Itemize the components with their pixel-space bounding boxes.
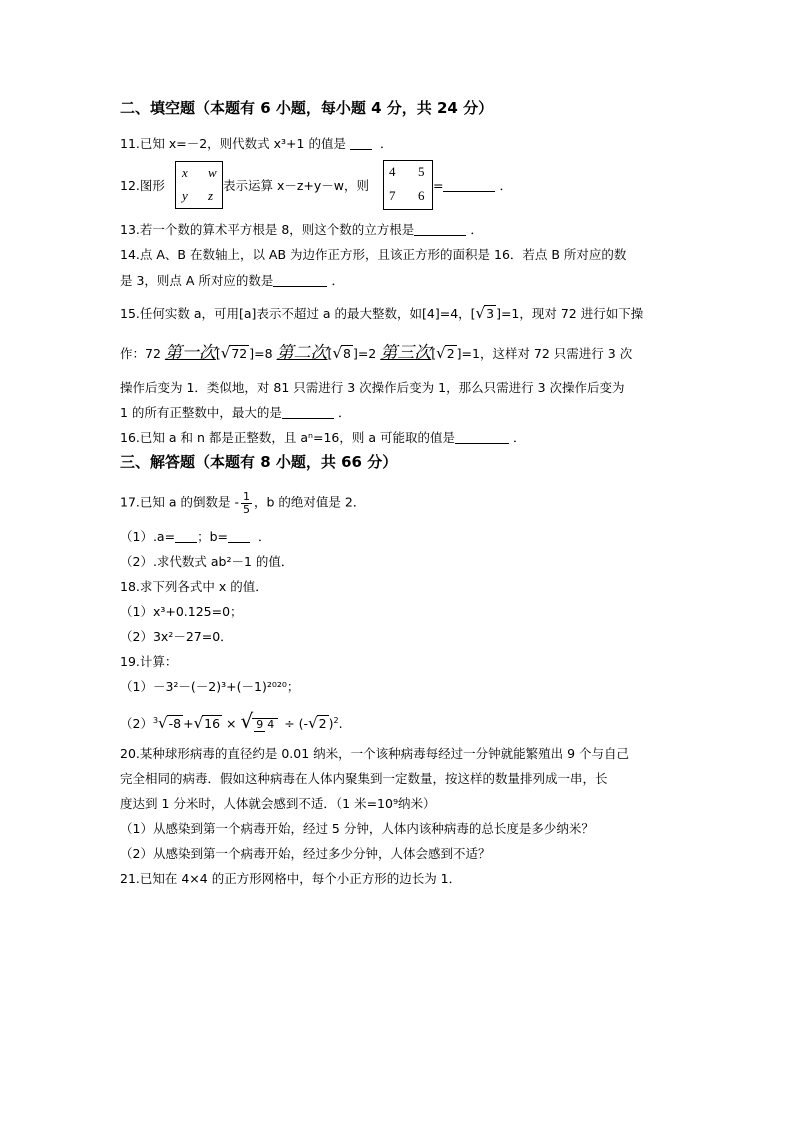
radicand: 2 bbox=[446, 346, 455, 361]
q17-part1 bbox=[120, 529, 271, 544]
q11-end: ． bbox=[379, 136, 393, 151]
radicand: 8 bbox=[343, 346, 351, 361]
q11-text: 11.已知 x=－2，则代数式 x³+1 的值是 bbox=[120, 136, 346, 151]
question-18: 18.求下列各式中 x 的值． bbox=[120, 579, 268, 594]
q17-text-b: ，b 的绝对值是 2． bbox=[253, 494, 366, 510]
q20-line1: 20.某种球形病毒的直径约是 0.01 纳米，一个该种病毒每经过一分钟就能繁殖出 9 个与自己 bbox=[120, 746, 630, 761]
q12-end: ． bbox=[499, 178, 512, 193]
q14-line1: 14.点 A、B 在数轴上，以 AB 为边作正方形，且该正方形的面积是 16．若点 B 所对应的数 bbox=[120, 247, 627, 262]
radicand: 2 bbox=[318, 716, 327, 731]
q15-line1 bbox=[120, 304, 643, 322]
q15-result-3: ]=1，这样对 72 只需进行 3 次 bbox=[456, 346, 633, 361]
box-7: 7 bbox=[389, 188, 396, 203]
box-y: y bbox=[182, 188, 188, 203]
q13-end: ． bbox=[470, 222, 483, 237]
q17-a-label: （1）.a= bbox=[120, 529, 176, 544]
numerator: 1 bbox=[242, 490, 250, 503]
sqrt-symbol: √ bbox=[193, 714, 204, 732]
q12-middle: 表示运算 x－z+y－w，则 bbox=[223, 178, 370, 193]
q15-result-1: ]=8 bbox=[249, 346, 273, 361]
sqrt-symbol: √ bbox=[436, 344, 446, 362]
q18-part2: （2）3x²－27=0． bbox=[120, 629, 233, 644]
answer-blank bbox=[273, 274, 327, 287]
divide-sign: ÷ bbox=[284, 716, 295, 731]
q12-symbol-box bbox=[175, 161, 223, 209]
section-3-title: 三、解答题（本题有 8 小题，共 66 分） bbox=[120, 453, 398, 471]
q19-p2-label: （2） bbox=[120, 716, 153, 731]
answer-blank bbox=[175, 530, 197, 543]
q16-text: 16.已知 a 和 n 都是正整数，且 aⁿ=16，则 a 可能取的值是 bbox=[120, 430, 455, 445]
question-19: 19.计算： bbox=[120, 654, 178, 669]
plus-sign: + bbox=[183, 716, 194, 731]
fraction bbox=[252, 718, 278, 731]
q19-part2: $(2)^3√-8 +√16$ × √ 9 4 ÷ (-√2 )$^2$. bbox=[120, 709, 343, 733]
q14-end: ． bbox=[331, 273, 344, 288]
sqrt-symbol: √ bbox=[475, 304, 486, 322]
q13-text: 13.若一个数的算术平方根是 8，则这个数的立方根是 bbox=[120, 222, 415, 237]
answer-blank bbox=[455, 431, 509, 444]
q15-end: ． bbox=[337, 405, 351, 420]
q19-part1: （1）－3²－(－2)³+(－1)²⁰²⁰； bbox=[120, 679, 300, 694]
section-2-title: 二、填空题（本题有 6 小题，每小题 4 分，共 24 分） bbox=[120, 99, 494, 117]
q14-text: 是 3，则点 A 所对应的数是 bbox=[120, 273, 274, 288]
q12-number-box bbox=[383, 160, 433, 210]
q15-result-2: ]=2 bbox=[352, 346, 377, 361]
q18-part1: （1）x³+0.125=0； bbox=[120, 604, 243, 619]
operation-arrow-3: 第三次 bbox=[380, 343, 432, 363]
q20-part1: （1）从感染到第一个病毒开始，经过 5 分钟，人体内该种病毒的总长度是多少纳米？ bbox=[120, 821, 594, 836]
box-4: 4 bbox=[389, 164, 396, 179]
radicand: 16 bbox=[204, 716, 221, 731]
q12-equals: = bbox=[433, 178, 444, 193]
question-16 bbox=[120, 430, 525, 445]
q15-intro: 作：72 bbox=[120, 346, 161, 361]
radicand: 3 bbox=[486, 306, 495, 321]
radicand: 72 bbox=[231, 346, 248, 361]
answer-blank bbox=[350, 137, 372, 150]
answer-blank bbox=[414, 223, 466, 236]
fraction bbox=[241, 491, 252, 515]
q12-tail bbox=[433, 178, 512, 193]
q15-text-b: ]=1，现对 72 进行如下操 bbox=[496, 306, 644, 321]
q14-line2 bbox=[120, 273, 344, 288]
q20-line3: 度达到 1 分米时，人体就会感到不适．（1 米=10⁹纳米） bbox=[120, 796, 436, 811]
q15-line4 bbox=[120, 405, 350, 420]
q20-part2: （2）从感染到第一个病毒开始，经过多少分钟，人体会感到不适？ bbox=[120, 846, 491, 861]
q15-line3: 操作后变为 1．类似地，对 81 只需进行 3 次操作后变为 1，那么只需进行 3 次操作后变为 bbox=[120, 380, 625, 395]
box-5: 5 bbox=[418, 164, 425, 179]
box-6: 6 bbox=[418, 188, 425, 203]
q12-prefix: 12.图形 bbox=[120, 178, 165, 193]
numerator: 9 bbox=[256, 718, 264, 732]
box-x: x bbox=[182, 165, 188, 180]
sqrt-symbol: √ bbox=[332, 344, 342, 362]
box-w: w bbox=[208, 165, 217, 180]
radicand: -8 bbox=[168, 716, 182, 731]
answer-blank bbox=[228, 530, 250, 543]
sqrt-symbol: √ bbox=[308, 714, 318, 732]
times-sign: × bbox=[226, 716, 237, 731]
q15-line2: 作：72 第一次[√72 ]=8 第二次[√8 ]=2 第三次[√2 ]=1，这样对 72 只需进行 3 次 bbox=[120, 343, 633, 363]
q17-end: ． bbox=[257, 529, 271, 544]
answer-blank bbox=[282, 406, 334, 419]
q15-text-c: 1 的所有正整数中，最大的是 bbox=[120, 405, 282, 420]
operation-arrow-2: 第二次 bbox=[276, 343, 328, 363]
sqrt-symbol: √ bbox=[240, 709, 254, 733]
question-21: 21.已知在 4×4 的正方形网格中，每个小正方形的边长为 1． bbox=[120, 871, 462, 886]
q20-line2: 完全相同的病毒．假如这种病毒在人体内聚集到一定数量，按这样的数量排列成一串，长 bbox=[120, 771, 608, 786]
question-11 bbox=[120, 136, 392, 151]
answer-blank bbox=[443, 179, 495, 192]
question-13 bbox=[120, 222, 483, 237]
question-17: 17.已知 a 的倒数是 - $\frac{1}{5}$ ，b 的绝对值是 2． bbox=[120, 490, 366, 516]
q17-b-label: ；b= bbox=[197, 529, 228, 544]
cube-root-index: 3 bbox=[152, 715, 159, 725]
denominator: 5 bbox=[242, 502, 250, 516]
operation-arrow-1: 第一次 bbox=[164, 343, 216, 363]
sqrt-symbol: √ bbox=[158, 714, 168, 732]
sqrt-symbol: √ bbox=[220, 344, 231, 362]
q16-end: ． bbox=[512, 430, 526, 445]
denominator: 4 bbox=[267, 718, 275, 732]
q15-text-a: 15.任何实数 a，可用[a]表示不超过 a 的最大整数，如[4]=4，[ bbox=[120, 306, 476, 321]
q17-text-a: 17.已知 a 的倒数是 bbox=[120, 494, 231, 510]
q17-part2: （2）.求代数式 ab²－1 的值． bbox=[120, 554, 294, 569]
box-z: z bbox=[208, 188, 214, 203]
